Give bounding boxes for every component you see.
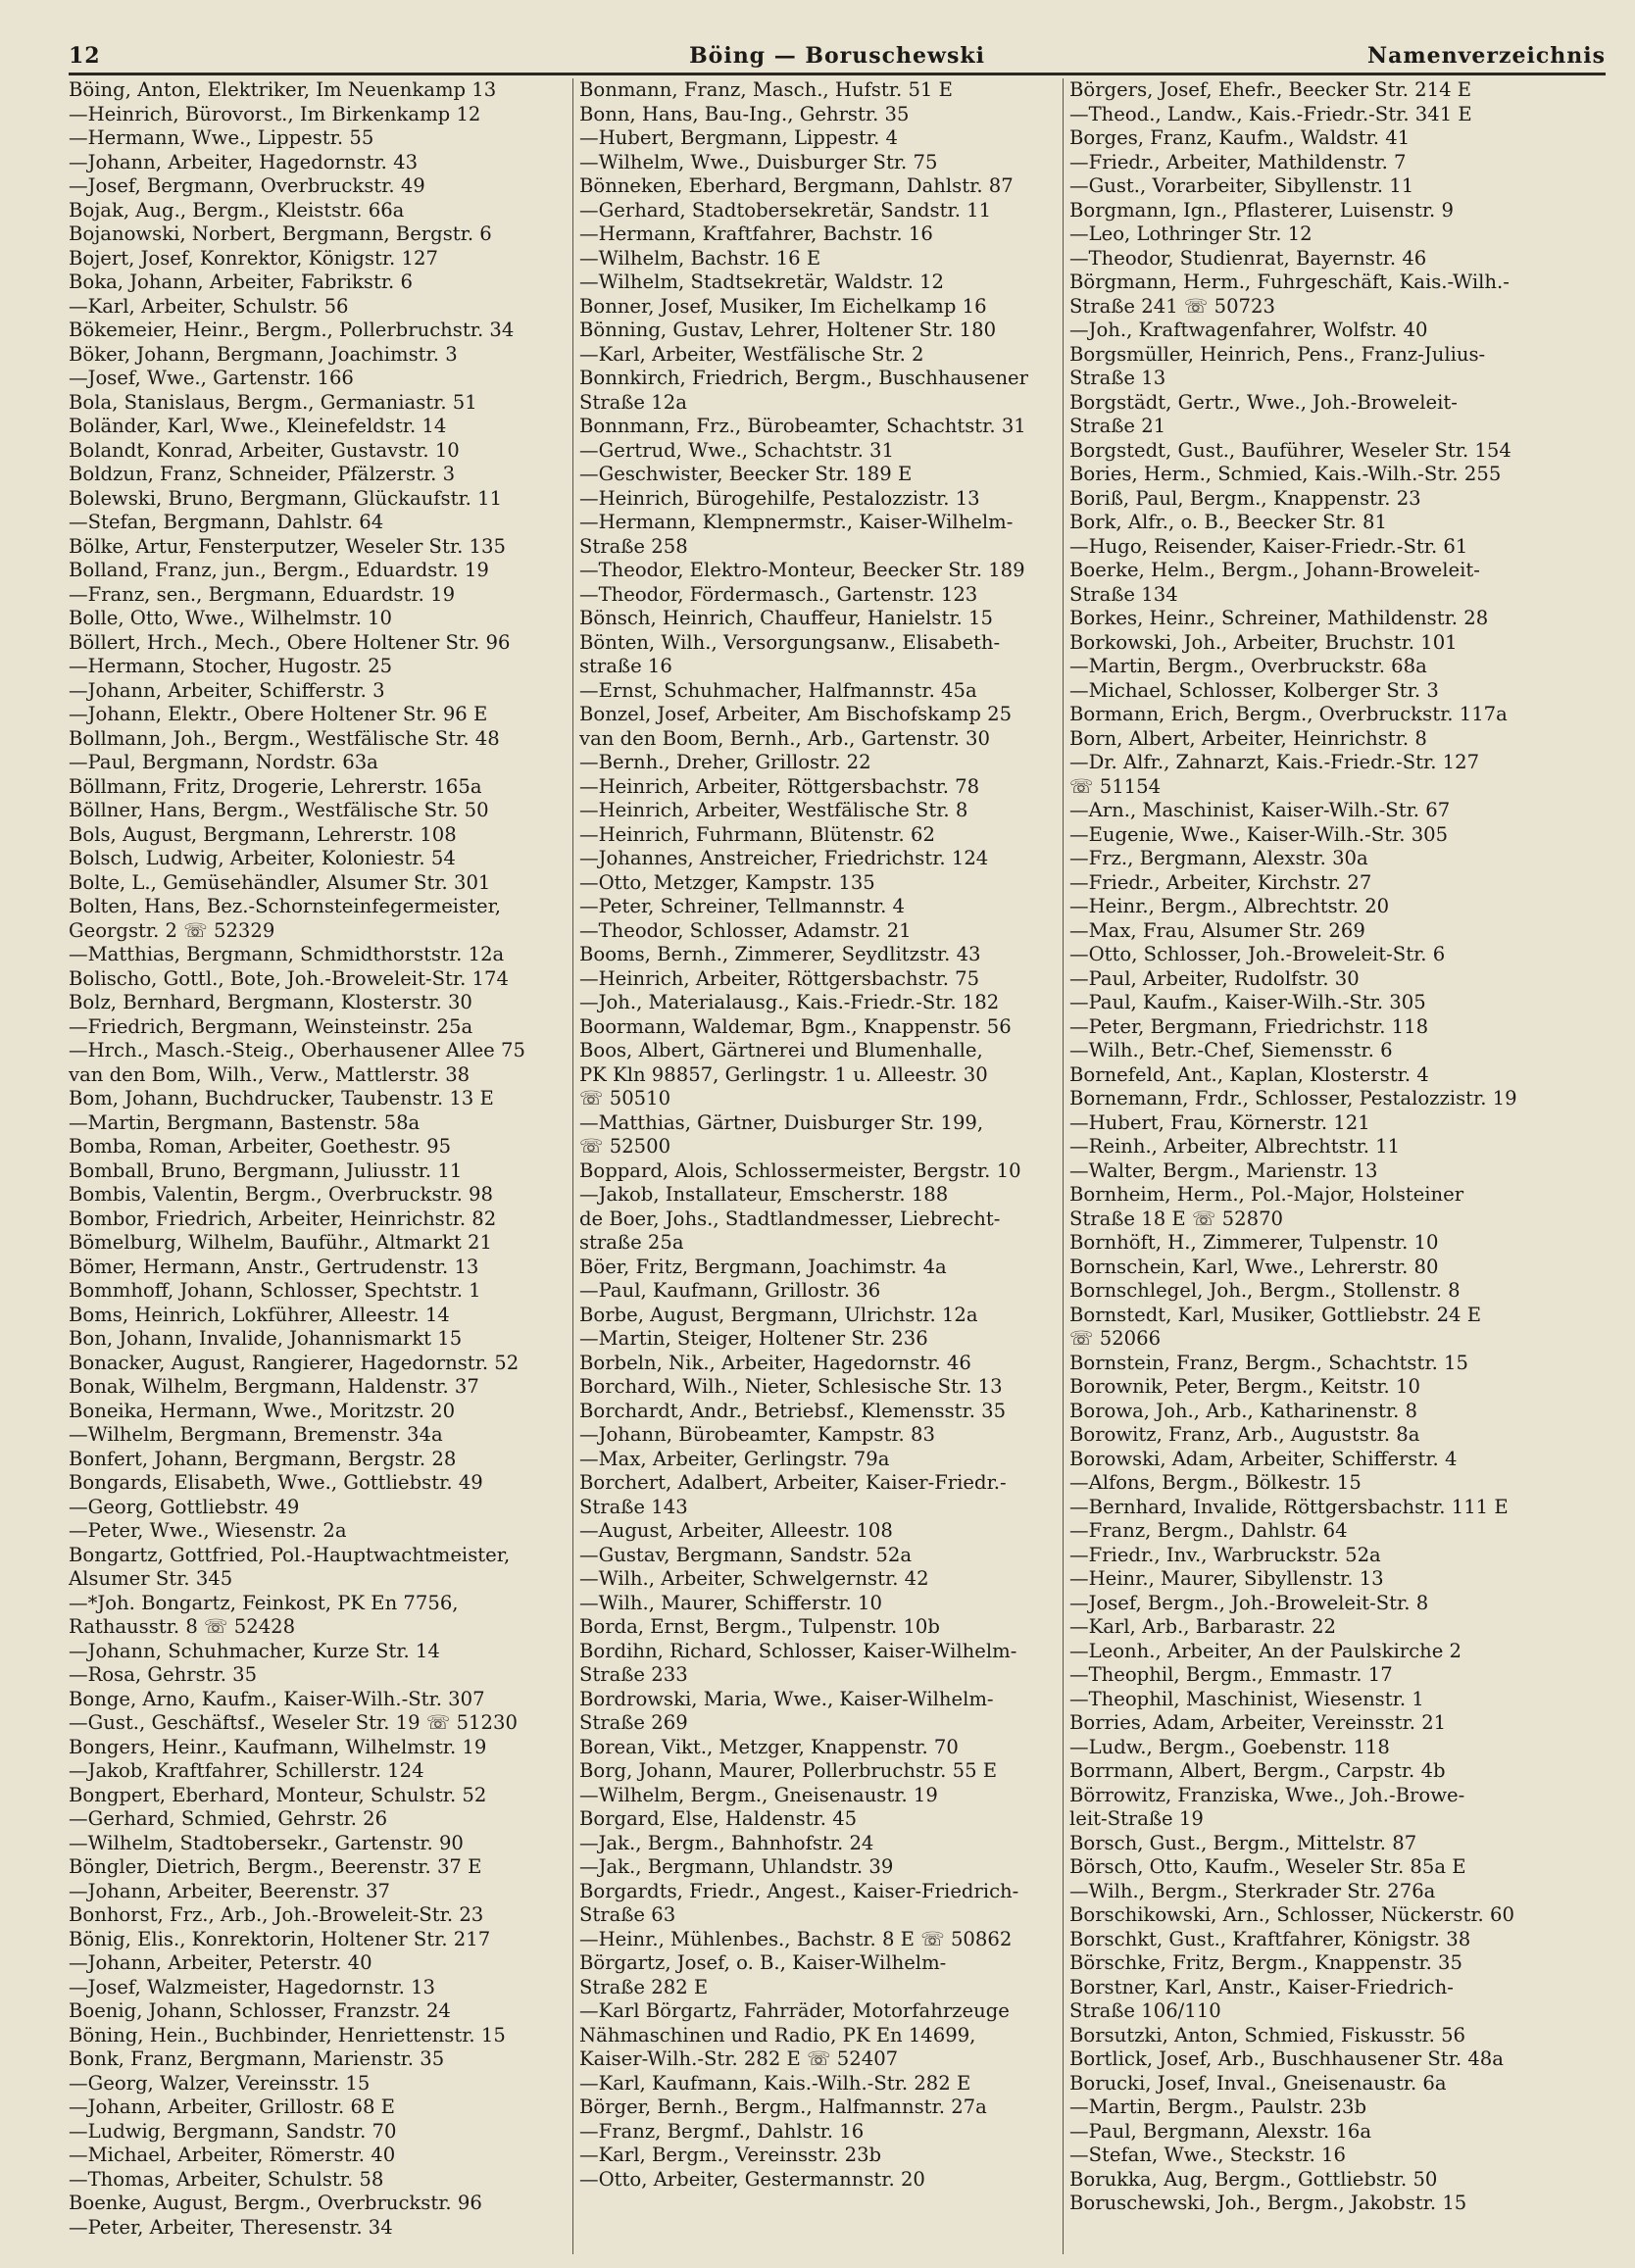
directory-entry: Bonmann, Franz, Masch., Hufstr. 51 E <box>579 78 953 101</box>
directory-entry: —Otto, Metzger, Kampstr. 135 <box>579 870 875 894</box>
directory-entry: —Johann, Arbeiter, Schifferstr. 3 <box>69 678 385 702</box>
directory-entry: Borsutzki, Anton, Schmied, Fiskusstr. 56 <box>1069 2023 1465 2046</box>
column-1 <box>69 78 596 2254</box>
directory-entry: Bolte, L., Gemüsehändler, Alsumer Str. 301 <box>69 870 491 894</box>
directory-entry: —Martin, Bergm., Overbruckstr. 68a <box>1069 655 1427 677</box>
directory-entry: —Ernst, Schuhmacher, Halfmannstr. 45a <box>579 678 977 702</box>
directory-entry: —Franz, Bergm., Dahlstr. 64 <box>1069 1519 1348 1542</box>
directory-entry: Borgstädt, Gertr., Wwe., Joh.-Broweleit- <box>1069 390 1458 414</box>
directory-entry: —Friedr., Arbeiter, Kirchstr. 27 <box>1069 870 1372 894</box>
directory-entry: Bönneken, Eberhard, Bergmann, Dahlstr. 87 <box>579 174 1014 197</box>
directory-entry: —Gust., Vorarbeiter, Sibyllenstr. 11 <box>1069 174 1414 197</box>
directory-entry: Boneika, Hermann, Wwe., Moritzstr. 20 <box>69 1399 456 1422</box>
directory-entry: —Wilhelm, Bergmann, Bremenstr. 34a <box>69 1423 443 1446</box>
directory-entry: —Hubert, Frau, Körnerstr. 121 <box>1069 1110 1370 1134</box>
directory-entry: Bonacker, August, Rangierer, Hagedornstr. 52 <box>69 1351 520 1374</box>
directory-entry: —Martin, Steiger, Holtener Str. 236 <box>579 1327 928 1350</box>
directory-entry: Bolsch, Ludwig, Arbeiter, Koloniestr. 54 <box>69 847 456 869</box>
directory-entry: —Heinrich, Fuhrmann, Blütenstr. 62 <box>579 822 935 846</box>
directory-entry: Bolland, Franz, jun., Bergm., Eduardstr. 19 <box>69 559 489 581</box>
directory-entry: —Joh., Materialausg., Kais.-Friedr.-Str. 182 <box>579 991 1000 1013</box>
directory-entry: —Heinr., Mühlenbes., Bachstr. 8 E ☏ 50862 <box>579 1927 1013 1950</box>
directory-entry: straße 16 <box>579 655 672 677</box>
directory-entry: Börschke, Fritz, Bergm., Knappenstr. 35 <box>1069 1951 1462 1974</box>
directory-entry: Böker, Johann, Bergmann, Joachimstr. 3 <box>69 342 458 366</box>
directory-entry: —Johann, Bürobeamter, Kampstr. 83 <box>579 1423 935 1446</box>
directory-entry: —Heinr., Maurer, Sibyllenstr. 13 <box>1069 1567 1384 1590</box>
directory-entry: Borukka, Aug, Bergm., Gottliebstr. 50 <box>1069 2167 1438 2191</box>
directory-entry: Böer, Fritz, Bergmann, Joachimstr. 4a <box>579 1255 947 1278</box>
directory-entry: —Wilhelm, Bachstr. 16 E <box>579 246 821 270</box>
directory-entry: Borgardts, Friedr., Angest., Kaiser-Friedrich- <box>579 1879 1019 1902</box>
directory-entry: —Theophil, Maschinist, Wiesenstr. 1 <box>1069 1687 1424 1710</box>
directory-entry: Straße 241 ☏ 50723 <box>1069 294 1275 318</box>
directory-entry: Straße 143 <box>579 1495 688 1518</box>
directory-entry: —Peter, Arbeiter, Theresenstr. 34 <box>69 2215 393 2239</box>
directory-entry: —Jak., Bergmann, Uhlandstr. 39 <box>579 1855 894 1878</box>
directory-entry: —Hugo, Reisender, Kaiser-Friedr.-Str. 61 <box>1069 534 1468 558</box>
directory-entry: Borschikowski, Arn., Schlosser, Nückerstr. 60 <box>1069 1903 1514 1926</box>
directory-entry: —Bernh., Dreher, Grillostr. 22 <box>579 751 871 773</box>
directory-entry: Borges, Franz, Kaufm., Waldstr. 41 <box>1069 126 1411 149</box>
directory-entry: Bornschlegel, Joh., Bergm., Stollenstr. 8 <box>1069 1279 1461 1302</box>
directory-entry: —Wilh., Betr.-Chef, Siemensstr. 6 <box>1069 1039 1393 1061</box>
directory-entry: —Gust., Geschäftsf., Weseler Str. 19 ☏ 51230 <box>69 1711 518 1734</box>
directory-entry: de Boer, Johs., Stadtlandmesser, Liebrecht- <box>579 1207 1001 1230</box>
directory-entry: Borbe, August, Bergmann, Ulrichstr. 12a <box>579 1303 978 1326</box>
directory-entry: Böllert, Hrch., Mech., Obere Holtener Str. 96 <box>69 630 511 654</box>
directory-entry: —Gerhard, Stadtobersekretär, Sandstr. 11 <box>579 198 992 222</box>
directory-entry: —Thomas, Arbeiter, Schulstr. 58 <box>69 2167 384 2191</box>
directory-entry: —Geschwister, Beecker Str. 189 E <box>579 463 913 485</box>
directory-entry: —Joh., Kraftwagenfahrer, Wolfstr. 40 <box>1069 319 1428 341</box>
directory-entry: ☏ 51154 <box>1069 774 1162 798</box>
directory-entry: —Frz., Bergmann, Alexstr. 30a <box>1069 847 1368 869</box>
directory-entry: —Hrch., Masch.-Steig., Oberhausener Allee 75 <box>69 1039 525 1061</box>
directory-entry: Bongards, Elisabeth, Wwe., Gottliebstr. 49 <box>69 1471 483 1494</box>
directory-entry: Borries, Adam, Arbeiter, Vereinsstr. 21 <box>1069 1711 1447 1734</box>
directory-entry: Boenke, August, Bergm., Overbruckstr. 96 <box>69 2192 482 2214</box>
directory-entry: —Karl Börgartz, Fahrräder, Motorfahrzeuge <box>579 1999 1010 2022</box>
directory-entry: Bornemann, Frdr., Schlosser, Pestalozzistr. 19 <box>1069 1087 1517 1109</box>
section-title: Namenverzeichnis <box>1367 43 1606 69</box>
directory-entry: Bonk, Franz, Bergmann, Marienstr. 35 <box>69 2047 445 2070</box>
directory-entry: Böning, Hein., Buchbinder, Henriettenstr. 15 <box>69 2023 506 2046</box>
directory-entry: Bolten, Hans, Bez.-Schornsteinfegermeister, <box>69 895 502 917</box>
directory-entry: Kaiser-Wilh.-Str. 282 E ☏ 52407 <box>579 2047 899 2070</box>
directory-entry: —Friedr., Arbeiter, Mathildenstr. 7 <box>1069 150 1407 173</box>
directory-entry: Borgmann, Ign., Pflasterer, Luisenstr. 9 <box>1069 198 1454 222</box>
directory-entry: Bom, Johann, Buchdrucker, Taubenstr. 13 E <box>69 1087 494 1109</box>
directory-entry: Bonzel, Josef, Arbeiter, Am Bischofskamp 25 <box>579 703 1013 725</box>
directory-entry: Bolandt, Konrad, Arbeiter, Gustavstr. 10 <box>69 438 460 462</box>
directory-entry: —Dr. Alfr., Zahnarzt, Kais.-Friedr.-Str. 127 <box>1069 751 1480 773</box>
directory-entry: —Paul, Bergmann, Alexstr. 16a <box>1069 2119 1372 2143</box>
directory-entry: —Paul, Kaufmann, Grillostr. 36 <box>579 1279 881 1302</box>
directory-entry: Börrowitz, Franziska, Wwe., Joh.-Browe- <box>1069 1783 1465 1806</box>
directory-entry: Bonnkirch, Friedrich, Bergm., Buschhausener <box>579 367 1029 389</box>
directory-entry: Bönig, Elis., Konrektorin, Holtener Str. 217 <box>69 1927 491 1950</box>
directory-entry: Bolischo, Gottl., Bote, Joh.-Broweleit-Str. 174 <box>69 966 509 990</box>
directory-entry: Borstner, Karl, Anstr., Kaiser-Friedrich- <box>1069 1975 1454 1998</box>
directory-entry: —Friedr., Inv., Warbruckstr. 52a <box>1069 1543 1381 1566</box>
directory-entry: Bols, August, Bergmann, Lehrerstr. 108 <box>69 822 457 846</box>
directory-entry: —Karl, Arbeiter, Westfälische Str. 2 <box>579 342 924 366</box>
directory-entry: —Johann, Arbeiter, Hagedornstr. 43 <box>69 150 419 173</box>
directory-entry: Borkowski, Joh., Arbeiter, Bruchstr. 101 <box>1069 630 1458 654</box>
directory-entry: Bordrowski, Maria, Wwe., Kaiser-Wilhelm- <box>579 1687 994 1710</box>
directory-entry: ☏ 50510 <box>579 1087 671 1109</box>
directory-entry: —Karl, Kaufmann, Kais.-Wilh.-Str. 282 E <box>579 2071 971 2095</box>
directory-entry: —Heinrich, Bürovorst., Im Birkenkamp 12 <box>69 102 481 125</box>
directory-entry: —Josef, Bergm., Joh.-Broweleit-Str. 8 <box>1069 1591 1429 1614</box>
directory-entry: Bornstein, Franz, Bergm., Schachtstr. 15 <box>1069 1351 1468 1374</box>
directory-entry: Bönning, Gustav, Lehrer, Holtener Str. 180 <box>579 319 997 341</box>
directory-entry: —August, Arbeiter, Alleestr. 108 <box>579 1519 893 1542</box>
directory-entry: Bonhorst, Frz., Arb., Joh.-Broweleit-Str. 23 <box>69 1903 484 1926</box>
directory-entry: —Hermann, Klempnermstr., Kaiser-Wilhelm- <box>579 511 1014 533</box>
directory-entry: —Karl, Arbeiter, Schulstr. 56 <box>69 294 349 318</box>
column-2 <box>572 78 1069 2254</box>
directory-entry: —Walter, Bergm., Marienstr. 13 <box>1069 1159 1378 1182</box>
directory-entry: van den Bom, Wilh., Verw., Mattlerstr. 38 <box>69 1062 471 1086</box>
directory-entry: Borowski, Adam, Arbeiter, Schifferstr. 4 <box>1069 1447 1458 1470</box>
directory-entry: Borbeln, Nik., Arbeiter, Hagedornstr. 46 <box>579 1351 971 1374</box>
directory-entry: Bordihn, Richard, Schlosser, Kaiser-Wilhelm- <box>579 1639 1017 1662</box>
directory-entry: Bonfert, Johann, Bergmann, Bergstr. 28 <box>69 1447 457 1470</box>
directory-entry: —Georg, Gottliebstr. 49 <box>69 1495 300 1518</box>
directory-entry: Bökemeier, Heinr., Bergm., Pollerbruchstr. 34 <box>69 319 515 341</box>
directory-entry: Borgsmüller, Heinrich, Pens., Franz-Julius- <box>1069 342 1486 366</box>
directory-entry: Straße 21 <box>1069 415 1166 437</box>
directory-entry: —Johann, Arbeiter, Beerenstr. 37 <box>69 1879 391 1902</box>
directory-entry: Bonn, Hans, Bau-Ing., Gehrstr. 35 <box>579 102 910 125</box>
directory-entry: Straße 12a <box>579 390 687 414</box>
directory-entry: —Hermann, Kraftfahrer, Bachstr. 16 <box>579 222 933 245</box>
directory-entry: —Martin, Bergm., Paulstr. 23b <box>1069 2095 1367 2118</box>
directory-entry: —Theodor, Schlosser, Adamstr. 21 <box>579 918 912 942</box>
directory-entry: —Theodor, Fördermasch., Gartenstr. 123 <box>579 582 978 606</box>
directory-entry: Bortlick, Josef, Arb., Buschhausener Str. 48a <box>1069 2047 1504 2070</box>
directory-entry: —Heinr., Bergm., Albrechtstr. 20 <box>1069 895 1390 917</box>
directory-entry: Bojanowski, Norbert, Bergmann, Bergstr. 6 <box>69 222 492 245</box>
directory-entry: —Friedrich, Bergmann, Weinsteinstr. 25a <box>69 1014 473 1038</box>
directory-entry: ☏ 52066 <box>1069 1327 1162 1350</box>
directory-entry: Börgartz, Josef, o. B., Kaiser-Wilhelm- <box>579 1951 947 1974</box>
directory-entry: —Matthias, Bergmann, Schmidthorststr. 12a <box>69 943 505 965</box>
directory-entry: Boos, Albert, Gärtnerei und Blumenhalle, <box>579 1039 983 1061</box>
directory-entry: Bomba, Roman, Arbeiter, Goethestr. 95 <box>69 1135 452 1158</box>
directory-entry: Boruschewski, Joh., Bergm., Jakobstr. 15 <box>1069 2192 1467 2214</box>
directory-entry: —Arn., Maschinist, Kaiser-Wilh.-Str. 67 <box>1069 799 1451 821</box>
directory-entry: leit-Straße 19 <box>1069 1807 1204 1830</box>
directory-entry: Straße 106/110 <box>1069 1999 1221 2022</box>
directory-entry: —Hermann, Stocher, Hugostr. 25 <box>69 655 393 677</box>
directory-entry: Bojert, Josef, Konrektor, Königstr. 127 <box>69 246 438 270</box>
directory-entry: Borsch, Gust., Bergm., Mittelstr. 87 <box>1069 1831 1417 1854</box>
directory-entry: Alsumer Str. 345 <box>69 1567 233 1590</box>
directory-entry: —Karl, Arb., Barbarastr. 22 <box>1069 1615 1336 1638</box>
running-title: Böing — Boruschewski <box>689 43 985 69</box>
directory-entry: Rathausstr. 8 ☏ 52428 <box>69 1615 296 1638</box>
directory-entry: Straße 233 <box>579 1663 688 1686</box>
directory-entry: Bornefeld, Ant., Kaplan, Klosterstr. 4 <box>1069 1062 1429 1086</box>
directory-entry: —Wilh., Maurer, Schifferstr. 10 <box>579 1591 882 1614</box>
directory-entry: Bornstedt, Karl, Musiker, Gottliebstr. 24 E <box>1069 1303 1482 1326</box>
directory-entry: Böngler, Dietrich, Bergm., Beerenstr. 37 E <box>69 1855 482 1878</box>
directory-entry: —Max, Frau, Alsumer Str. 269 <box>1069 918 1365 942</box>
directory-entry: Boormann, Waldemar, Bgm., Knappenstr. 56 <box>579 1014 1012 1038</box>
directory-entry: —Gertrud, Wwe., Schachtstr. 31 <box>579 438 894 462</box>
page-header <box>69 39 1606 75</box>
directory-entry: —Heinrich, Arbeiter, Röttgersbachstr. 75 <box>579 966 980 990</box>
directory-entry: Straße 134 <box>1069 582 1178 606</box>
directory-entry: —Jakob, Installateur, Emscherstr. 188 <box>579 1183 949 1206</box>
directory-entry: —Michael, Arbeiter, Römerstr. 40 <box>69 2144 396 2166</box>
directory-entry: Georgstr. 2 ☏ 52329 <box>69 918 275 942</box>
directory-entry: —Josef, Walzmeister, Hagedornstr. 13 <box>69 1975 436 1998</box>
directory-entry: Bola, Stanislaus, Bergm., Germaniastr. 51 <box>69 390 477 414</box>
directory-entry: Börgmann, Herm., Fuhrgeschäft, Kais.-Wilh.- <box>1069 271 1510 293</box>
directory-entry: —Alfons, Bergm., Bölkestr. 15 <box>1069 1471 1362 1494</box>
directory-entry: Bölke, Artur, Fensterputzer, Weseler Str. 135 <box>69 534 506 558</box>
directory-entry: Börgers, Josef, Ehefr., Beecker Str. 214 E <box>1069 78 1472 101</box>
directory-entry: Borucki, Josef, Inval., Gneisenaustr. 6a <box>1069 2071 1447 2095</box>
directory-entry: van den Boom, Bernh., Arb., Gartenstr. 30 <box>579 726 990 750</box>
directory-entry: —Martin, Bergmann, Bastenstr. 58a <box>69 1110 421 1134</box>
directory-entry: Bombor, Friedrich, Arbeiter, Heinrichstr. 82 <box>69 1207 497 1230</box>
directory-entry: —Johann, Elektr., Obere Holtener Str. 96 E <box>69 703 488 725</box>
directory-entry: Born, Albert, Arbeiter, Heinrichstr. 8 <box>1069 726 1427 750</box>
directory-entry: —Theodor, Elektro-Monteur, Beecker Str. 189 <box>579 559 1025 581</box>
directory-entry: —Karl, Bergm., Vereinsstr. 23b <box>579 2144 882 2166</box>
directory-entry: —*Joh. Bongartz, Feinkost, PK En 7756, <box>69 1591 459 1614</box>
directory-entry: —Georg, Walzer, Vereinsstr. 15 <box>69 2071 371 2095</box>
directory-entry: Böing, Anton, Elektriker, Im Neuenkamp 13 <box>69 78 497 101</box>
directory-entry: Borda, Ernst, Bergm., Tulpenstr. 10b <box>579 1615 940 1638</box>
directory-entry: Bories, Herm., Schmied, Kais.-Wilh.-Str. 255 <box>1069 463 1502 485</box>
directory-entry: Borg, Johann, Maurer, Pollerbruchstr. 55 E <box>579 1759 998 1782</box>
directory-entry: Borchard, Wilh., Nieter, Schlesische Str. 13 <box>579 1375 1003 1398</box>
directory-entry: Bonner, Josef, Musiker, Im Eichelkamp 16 <box>579 294 987 318</box>
directory-entry: —Max, Arbeiter, Gerlingstr. 79a <box>579 1447 890 1470</box>
directory-entry: Bolle, Otto, Wwe., Wilhelmstr. 10 <box>69 607 392 629</box>
directory-entry: Borchert, Adalbert, Arbeiter, Kaiser-Friedr.- <box>579 1471 1007 1494</box>
directory-entry: Borowitz, Franz, Arb., Auguststr. 8a <box>1069 1423 1420 1446</box>
directory-entry: Nähmaschinen und Radio, PK En 14699, <box>579 2023 976 2046</box>
directory-entry: Boriß, Paul, Bergm., Knappenstr. 23 <box>1069 486 1421 510</box>
directory-entry: Straße 282 E <box>579 1975 709 1998</box>
directory-entry: ☏ 52500 <box>579 1135 671 1158</box>
directory-entry: Booms, Bernh., Zimmerer, Seydlitzstr. 43 <box>579 943 981 965</box>
directory-entry: —Rosa, Gehrstr. 35 <box>69 1663 258 1686</box>
directory-entry: —Stefan, Wwe., Steckstr. 16 <box>1069 2144 1346 2166</box>
directory-entry: Straße 63 <box>579 1903 676 1926</box>
directory-entry: —Eugenie, Wwe., Kaiser-Wilh.-Str. 305 <box>1069 822 1449 846</box>
directory-entry: —Peter, Schreiner, Tellmannstr. 4 <box>579 895 906 917</box>
directory-entry: —Theodor, Studienrat, Bayernstr. 46 <box>1069 246 1427 270</box>
directory-entry: Bolewski, Bruno, Bergmann, Glückaufstr. 11 <box>69 486 503 510</box>
directory-entry: Boenig, Johann, Schlosser, Franzstr. 24 <box>69 1999 451 2022</box>
directory-entry: Bojak, Aug., Bergm., Kleiststr. 66a <box>69 198 405 222</box>
directory-entry: —Theod., Landw., Kais.-Friedr.-Str. 341 E <box>1069 102 1472 125</box>
directory-entry: —Wilhelm, Stadtobersekr., Gartenstr. 90 <box>69 1831 464 1854</box>
directory-entry: —Otto, Arbeiter, Gestermannstr. 20 <box>579 2167 925 2191</box>
directory-entry: Straße 269 <box>579 1711 688 1734</box>
directory-entry: —Paul, Bergmann, Nordstr. 63a <box>69 751 378 773</box>
directory-entry: —Peter, Bergmann, Friedrichstr. 118 <box>1069 1014 1429 1038</box>
directory-entry: Bollmann, Joh., Bergm., Westfälische Str. 48 <box>69 726 500 750</box>
directory-entry: —Heinrich, Arbeiter, Röttgersbachstr. 78 <box>579 774 980 798</box>
directory-entry: —Josef, Bergmann, Overbruckstr. 49 <box>69 174 425 197</box>
directory-entry: —Wilhelm, Bergm., Gneisenaustr. 19 <box>579 1783 938 1806</box>
directory-entry: Böllmann, Fritz, Drogerie, Lehrerstr. 165a <box>69 774 482 798</box>
directory-entry: Bömer, Hermann, Anstr., Gertrudenstr. 13 <box>69 1255 479 1278</box>
directory-entry: —Hubert, Bergmann, Lippestr. 4 <box>579 126 899 149</box>
directory-entry: —Jak., Bergm., Bahnhofstr. 24 <box>579 1831 874 1854</box>
directory-entry: Straße 258 <box>579 534 688 558</box>
directory-entry: Borgard, Else, Haldenstr. 45 <box>579 1807 858 1830</box>
directory-entry: —Heinrich, Bürogehilfe, Pestalozzistr. 13 <box>579 486 980 510</box>
directory-entry: —Stefan, Bergmann, Dahlstr. 64 <box>69 511 384 533</box>
directory-entry: Börsch, Otto, Kaufm., Weseler Str. 85a E <box>1069 1855 1466 1878</box>
directory-entry: —Ludw., Bergm., Goebenstr. 118 <box>1069 1735 1390 1758</box>
directory-entry: Boms, Heinrich, Lokführer, Alleestr. 14 <box>69 1303 450 1326</box>
column-3 <box>1063 78 1599 2254</box>
directory-entry: —Jakob, Kraftfahrer, Schillerstr. 124 <box>69 1759 424 1782</box>
directory-entry: Boldzun, Franz, Schneider, Pfälzerstr. 3 <box>69 463 456 485</box>
directory-entry: Bongpert, Eberhard, Monteur, Schulstr. 52 <box>69 1783 487 1806</box>
directory-entry: —Gerhard, Schmied, Gehrstr. 26 <box>69 1807 388 1830</box>
directory-entry: Bormann, Erich, Bergm., Overbruckstr. 117a <box>1069 703 1508 725</box>
directory-entry: —Ludwig, Bergmann, Sandstr. 70 <box>69 2119 397 2143</box>
directory-entry: Bonak, Wilhelm, Bergmann, Haldenstr. 37 <box>69 1375 479 1398</box>
directory-entry: Bornhöft, H., Zimmerer, Tulpenstr. 10 <box>1069 1231 1439 1254</box>
directory-entry: Bon, Johann, Invalide, Johannismarkt 15 <box>69 1327 463 1350</box>
directory-entry: —Heinrich, Arbeiter, Westfälische Str. 8 <box>579 799 968 821</box>
directory-entry: —Peter, Wwe., Wiesenstr. 2a <box>69 1519 347 1542</box>
directory-entry: —Wilh., Bergm., Sterkrader Str. 276a <box>1069 1879 1436 1902</box>
directory-entry: —Reinh., Arbeiter, Albrechtstr. 11 <box>1069 1135 1401 1158</box>
directory-entry: —Wilh., Arbeiter, Schwelgernstr. 42 <box>579 1567 929 1590</box>
directory-entry: Borean, Vikt., Metzger, Knappenstr. 70 <box>579 1735 959 1758</box>
directory-entry: —Leo, Lothringer Str. 12 <box>1069 222 1313 245</box>
directory-entry: —Franz, Bergmf., Dahlstr. 16 <box>579 2119 865 2143</box>
directory-entry: Bongers, Heinr., Kaufmann, Wilhelmstr. 19 <box>69 1735 487 1758</box>
directory-entry: Bongartz, Gottfried, Pol.-Hauptwachtmeister, <box>69 1543 511 1566</box>
directory-entry: Borschkt, Gust., Kraftfahrer, Königstr. 38 <box>1069 1927 1471 1950</box>
directory-entry: Bomball, Bruno, Bergmann, Juliusstr. 11 <box>69 1159 463 1182</box>
page-number: 12 <box>69 43 101 69</box>
directory-entry: Borgstedt, Gust., Bauführer, Weseler Str. 154 <box>1069 438 1511 462</box>
directory-entry: Bönten, Wilh., Versorgungsanw., Elisabeth- <box>579 630 1001 654</box>
directory-entry: —Paul, Kaufm., Kaiser-Wilh.-Str. 305 <box>1069 991 1426 1013</box>
directory-entry: Bolz, Bernhard, Bergmann, Klosterstr. 30 <box>69 991 472 1013</box>
directory-entry: straße 25a <box>579 1231 684 1254</box>
directory-entry: Boerke, Helm., Bergm., Johann-Broweleit- <box>1069 559 1480 581</box>
directory-entry: Borchardt, Andr., Betriebsf., Klemensstr. 35 <box>579 1399 1007 1422</box>
directory-entry: —Theophil, Bergm., Emmastr. 17 <box>1069 1663 1393 1686</box>
directory-entry: Straße 13 <box>1069 367 1166 389</box>
directory-entry: Bonnmann, Frz., Bürobeamter, Schachtstr. 31 <box>579 415 1026 437</box>
directory-entry: —Johann, Arbeiter, Peterstr. 40 <box>69 1951 372 1974</box>
directory-entry: Bornheim, Herm., Pol.-Major, Holsteiner <box>1069 1183 1464 1206</box>
directory-entry: Straße 18 E ☏ 52870 <box>1069 1207 1284 1230</box>
directory-entry: PK Kln 98857, Gerlingstr. 1 u. Alleestr. 30 <box>579 1062 988 1086</box>
directory-entry: —Paul, Arbeiter, Rudolfstr. 30 <box>1069 966 1360 990</box>
directory-entry: Bombis, Valentin, Bergm., Overbruckstr. 98 <box>69 1183 493 1206</box>
directory-entry: —Michael, Schlosser, Kolberger Str. 3 <box>1069 678 1439 702</box>
directory-entry: Bommhoff, Johann, Schlosser, Spechtstr. 1 <box>69 1279 481 1302</box>
directory-entry: Borrmann, Albert, Bergm., Carpstr. 4b <box>1069 1759 1446 1782</box>
directory-entry: —Johannes, Anstreicher, Friedrichstr. 124 <box>579 847 989 869</box>
directory-entry: Bonge, Arno, Kaufm., Kaiser-Wilh.-Str. 307 <box>69 1687 485 1710</box>
directory-entry: Bönsch, Heinrich, Chauffeur, Hanielstr. 15 <box>579 607 993 629</box>
directory-entry: —Otto, Schlosser, Joh.-Broweleit-Str. 6 <box>1069 943 1446 965</box>
directory-entry: —Josef, Wwe., Gartenstr. 166 <box>69 367 354 389</box>
directory-entry: —Bernhard, Invalide, Röttgersbachstr. 111 E <box>1069 1495 1509 1518</box>
directory-entry: —Johann, Schuhmacher, Kurze Str. 14 <box>69 1639 440 1662</box>
directory-entry: Bornschein, Karl, Wwe., Lehrerstr. 80 <box>1069 1255 1439 1278</box>
directory-entry: —Leonh., Arbeiter, An der Paulskirche 2 <box>1069 1639 1462 1662</box>
directory-entry: —Wilhelm, Wwe., Duisburger Str. 75 <box>579 150 938 173</box>
directory-entry: Bork, Alfr., o. B., Beecker Str. 81 <box>1069 511 1387 533</box>
directory-entry: Bömelburg, Wilhelm, Bauführ., Altmarkt 21 <box>69 1231 492 1254</box>
directory-entry: Borowa, Joh., Arb., Katharinenstr. 8 <box>1069 1399 1417 1422</box>
directory-entry: Borkes, Heinr., Schreiner, Mathildenstr. 28 <box>1069 607 1489 629</box>
directory-entry: —Gustav, Bergmann, Sandstr. 52a <box>579 1543 913 1566</box>
directory-entry: —Johann, Arbeiter, Grillostr. 68 E <box>69 2095 395 2118</box>
directory-entry: Boppard, Alois, Schlossermeister, Bergstr. 10 <box>579 1159 1021 1182</box>
directory-entry: Böllner, Hans, Bergm., Westfälische Str. 50 <box>69 799 489 821</box>
directory-entry: Boka, Johann, Arbeiter, Fabrikstr. 6 <box>69 271 413 293</box>
directory-entry: —Wilhelm, Stadtsekretär, Waldstr. 12 <box>579 271 945 293</box>
directory-entry: Boländer, Karl, Wwe., Kleinefeldstr. 14 <box>69 415 447 437</box>
directory-entry: Borownik, Peter, Bergm., Keitstr. 10 <box>1069 1375 1420 1398</box>
directory-entry: —Hermann, Wwe., Lippestr. 55 <box>69 126 374 149</box>
directory-entry: —Matthias, Gärtner, Duisburger Str. 199, <box>579 1110 984 1134</box>
directory-entry: —Franz, sen., Bergmann, Eduardstr. 19 <box>69 582 456 606</box>
directory-entry: Börger, Bernh., Bergm., Halfmannstr. 27a <box>579 2095 987 2118</box>
